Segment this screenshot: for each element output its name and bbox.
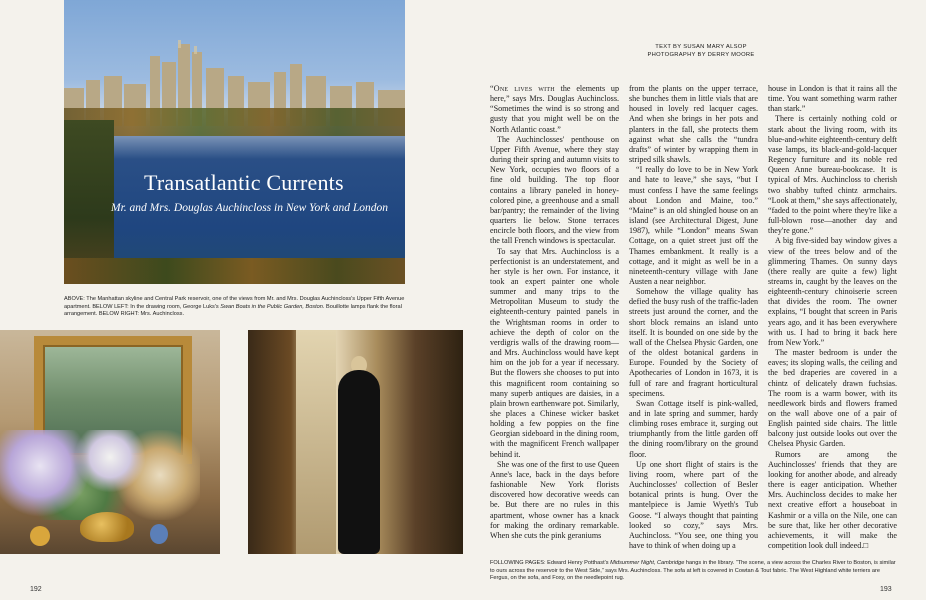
text-credit: TEXT BY SUSAN MARY ALSOP [655, 44, 747, 50]
park-treeline [64, 108, 405, 136]
paragraph: Rumors are among the Auchinclosses' friends that they are looking for another abode, and already there is eager anticipation. Whether Mrs. Auchincloss decides to make her next creative effort a houseboat in Kashmir or a villa on the Nile, one can be sure that, like her other decorative achievements, it will make the competition look dull indeed.□ [768, 449, 897, 551]
caption-label-above: ABOVE: [64, 296, 85, 302]
page-number-right: 193 [880, 586, 892, 593]
lead-in: “One lives with [490, 84, 555, 93]
caption-label-below-right: BELOW RIGHT: [98, 311, 139, 318]
caption-text-following-b: hangs in the library. “The scene, a view across the Charles River to Boston, is similar to ours across the reservoir to the West Side,” says Mrs. Auchincloss. The sofa at left is covered in Cowtan & Tout fabric. The West Highland white terriers are Fergus, on the sofa, and Foxy, on the needlepoint rug. [490, 560, 896, 582]
caption-text-below-right: Mrs. Auchincloss. [140, 311, 185, 318]
caption-painting-title: Swan Boats in the Public Garden, Boston. [220, 303, 325, 310]
gilded-bowl [80, 512, 134, 542]
paragraph: Swan Cottage itself is pink-walled, and in late spring and summer, hardy climbing roses embrace it, surging out triumphantly from the little garden off the dining room/library on the ground floor. [629, 398, 758, 459]
caption-text-below-left-a: In the drawing room, George Luks's [130, 303, 219, 310]
article-title: Transatlantic Currents [144, 170, 344, 195]
open-door [296, 330, 336, 554]
paragraph: The master bedroom is under the eaves; its sloping walls, the ceiling and the bed draperies are covered in a chintz of delicately drawn fuchsias. The room is a warm bower, with its needlework birds and flowers framed on the wall above one of a pair of English painted side chairs. The little balcony just outside looks out over the Chelsea Physic Garden. [768, 348, 897, 449]
paragraph: The Auchinclosses' penthouse on Upper Fifth Avenue, where they stay during their spring and autumn visits to New York, occupies two floors of a fine old building. The top floor contains a library paneled in honey-colored pine, a greenhouse and a small bar/pantry; the remainder of the living quarters lie below. Stone terraces encircle both floors, and the view from the tall French windows is spectacular. [490, 134, 619, 246]
paragraph: She was one of the first to use Queen Anne's lace, back in the days before fashionable New York florists discovered how decorative weeds can be. But there are no rules in this apartment, whose owner has a knack for making the ordinary remarkable. When she cuts the pink geraniums [490, 459, 619, 540]
caption-text-above: The Manhattan skyline and Central Park reservoir, one of the views from Mr. and Mrs. Douglas Auchincloss's Upper Fifth Avenue apartment. [64, 296, 405, 310]
paragraph: “I really do love to be in New York and hate to leave,” she says, “but I must confess I have the same feelings about London and Maine, too.” “Maine” is an old shingled house on an island (see Architectural Digest, June 1987), while “London” means Swan Cottage, on a quiet street just off the Thames embankment. It really is a cottage, and it might as well be in a nineteenth-century village with Jane Austen a near neighbor. [629, 165, 758, 286]
caption-following-pages [490, 560, 898, 583]
photo-mrs-auchincloss [248, 330, 463, 554]
caption-text-following-a: Edward Henry Potthast's [547, 560, 609, 566]
caption-label-below-left: BELOW LEFT: [92, 303, 129, 310]
paragraph: To say that Mrs. Auchincloss is a perfectionist is an understatement, and her style is her own. For instance, it took an expert painter one whole summer and many trips to the Metropolitan Museum to study the eighteenth-century painted panels in the Wrightsman rooms in order to achieve the depth of color on the verdigris walls of the drawing room—and Mrs. Auchincloss would have kept him on the job for a year if necessary. But the flowers she chooses to put into this magnificent room containing so many superb antiques are daisies, in a plain brown earthenware pot. Similarly, she places a Chinese wicker basket holding a few poppies on the fine Georgian sideboard in the dining room, with the magnificent French wallpaper behind it. [490, 246, 619, 459]
paragraph: Up one short flight of stairs is the living room, where part of the Auchinclosses' collection of Besler botanical prints is hung. Over the mantelpiece is Jamie Wyeth's Tub Goose. “I always thought that painting looked so cozy,” says Mrs. Auchincloss. “You see, one thing you have to think of when doing up a [629, 459, 758, 551]
reservoir-bank-bottom [64, 258, 405, 284]
figure-in-black-gown [338, 370, 380, 554]
paragraph: from the plants on the upper terrace, she bunches them in little vials that are housed in lovely red lacquer cages. And when she brings in her pots and planters in the fall, she protects them against what she calls the “tundra drafts” of winter by wrapping them in striped silk shawls. [629, 84, 758, 165]
photo-drawing-room [0, 330, 220, 554]
article-subtitle: Mr. and Mrs. Douglas Auchincloss in New York and London [111, 202, 388, 214]
caption-label-following: FOLLOWING PAGES: [490, 560, 546, 566]
paragraph: Somehow the village quality has defied the busy rush of the traffic-laden streets just around the corner, and the short block remains an island unto itself. It is bounded on one side by the wall of the Chelsea Physic Garden, one of the oldest botanical gardens in Europe. Founded by the Society of Apothecaries of London in 1673, it is full of rare and fragrant horticultural specimens. [629, 287, 758, 398]
byline [631, 43, 771, 59]
caption-top [64, 296, 405, 319]
text-column-3 [768, 84, 897, 551]
hero-photo-manhattan-skyline [64, 0, 405, 284]
paragraph-text: the elements up here,” says Mrs. Douglas Auchincloss. “Sometimes the wind is so strong and gusty that you might well be on the North Atlantic coast.” [490, 84, 620, 134]
caption-following-painting-title: Midsummer Night, Cambridge [610, 560, 685, 566]
bouillotte-lamp-right [150, 524, 168, 544]
floral-arrangement [0, 430, 200, 520]
caption-text-below-left-b: Bouillotte lamps flank the floral arrangement. [64, 303, 402, 318]
paragraph: house in London is that it rains all the time. You want something warm rather than stark.” [768, 84, 897, 114]
text-column-1 [490, 84, 619, 541]
bouillotte-lamp-left [30, 526, 50, 546]
text-column-2 [629, 84, 758, 551]
paragraph: There is certainly nothing cold or stark about the living room, with its blue-and-white eighteenth-century delft vase lamps, its black-and-gold-lacquer Regency furniture and its noble red Queen Anne bureau-bookcase. It is typical of Mrs. Auchincloss to cherish two shabby tufted chintz armchairs. “Look at them,” she says affectionately, “faded to the point where they're like a full-blown rose—another day and they're gone.” [768, 114, 898, 236]
paragraph: A big five-sided bay window gives a view of the trees below and of the glimmering Thames. On sunny days (there really are quite a few) light streams in, caught by the leaves on the eighteenth-century chinoiserie screen that divides the room. The owner explains, “I bought that screen in Paris years ago, and it has been everywhere with us. I had to bring it back here from New York.” [768, 236, 897, 347]
photo-credit: PHOTOGRAPHY BY DERRY MOORE [647, 52, 755, 58]
page-number-left: 192 [30, 586, 42, 593]
paragraph [490, 84, 619, 135]
